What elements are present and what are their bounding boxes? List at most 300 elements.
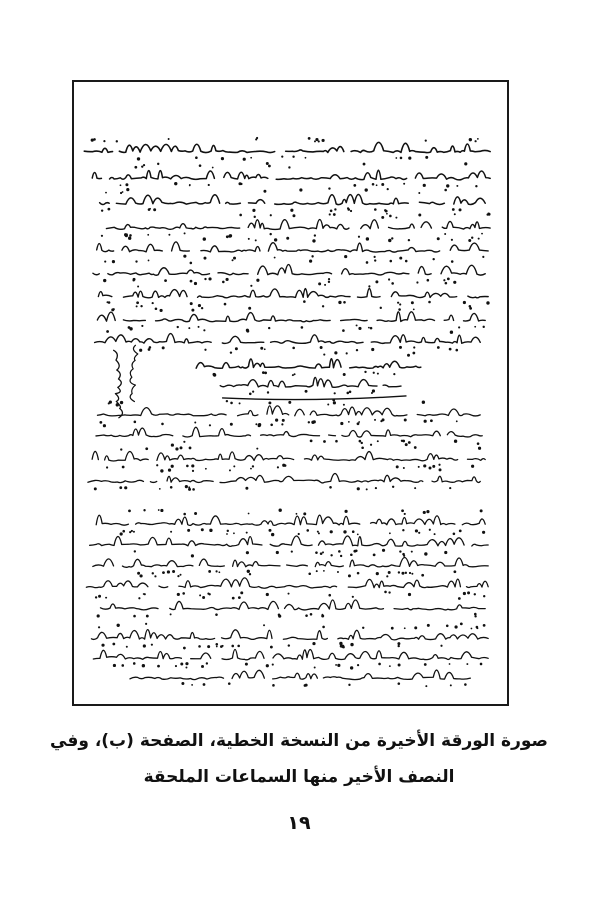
diacritic-dot (152, 572, 154, 574)
diacritic-dot (185, 485, 188, 488)
diacritic-dot (263, 624, 265, 626)
diacritic-dot (365, 188, 368, 191)
diacritic-dot (145, 623, 147, 625)
diacritic-dot (403, 467, 405, 469)
diacritic-dot (385, 210, 388, 213)
diacritic-dot (314, 667, 316, 669)
diacritic-dot (358, 236, 360, 238)
diacritic-dot (450, 684, 452, 686)
diacritic-dot (423, 511, 426, 514)
handwriting-line (130, 670, 470, 680)
diacritic-dot (428, 301, 431, 304)
diacritic-dot (235, 347, 238, 350)
diacritic-dot (183, 647, 186, 650)
diacritic-dot (371, 348, 374, 351)
diacritic-dot (396, 465, 399, 468)
diacritic-dot (471, 465, 474, 468)
diacritic-dot (137, 285, 139, 287)
diacritic-dot (248, 307, 251, 310)
diacritic-dot (463, 301, 466, 304)
diacritic-dot (206, 662, 208, 664)
diacritic-dot (209, 529, 212, 532)
diacritic-dot (476, 626, 479, 629)
diacritic-dot (418, 532, 420, 534)
diacritic-dot (201, 307, 203, 309)
diacritic-dot (342, 329, 345, 332)
diacritic-dot (158, 509, 160, 511)
diacritic-dot (188, 488, 191, 491)
diacritic-dot (260, 347, 263, 350)
diacritic-dot (423, 184, 426, 187)
diacritic-dot (201, 528, 204, 531)
diacritic-dot (190, 280, 193, 283)
diacritic-dot (338, 301, 341, 304)
diacritic-dot (388, 278, 390, 280)
diacritic-dot (392, 486, 394, 488)
diacritic-dot (162, 346, 165, 349)
diacritic-dot (447, 277, 450, 280)
diacritic-dot (486, 301, 489, 304)
diacritic-dot (320, 552, 323, 555)
diacritic-dot (180, 662, 183, 665)
handwriting-line (87, 515, 486, 525)
diacritic-dot (226, 278, 229, 281)
diacritic-dot (399, 303, 401, 305)
diacritic-dot (104, 260, 106, 262)
diacritic-dot (460, 623, 463, 626)
diacritic-dot (386, 575, 388, 577)
diacritic-dot (267, 391, 269, 393)
diacritic-dot (444, 233, 446, 235)
diacritic-dot (346, 392, 349, 395)
diacritic-dot (430, 419, 433, 422)
diacritic-dot (483, 595, 485, 597)
diacritic-dot (139, 574, 142, 577)
diacritic-dot (429, 529, 431, 531)
diacritic-dot (432, 258, 434, 260)
diacritic-dot (256, 137, 258, 139)
diacritic-dot (426, 510, 429, 513)
diacritic-dot (345, 510, 348, 513)
diacritic-dot (155, 307, 158, 310)
diacritic-dot (469, 305, 472, 308)
diacritic-dot (141, 325, 143, 327)
diacritic-dot (209, 424, 211, 426)
handwriting-line (97, 312, 485, 322)
diacritic-dot (322, 551, 324, 553)
diacritic-dot (395, 217, 397, 219)
diacritic-dot (292, 156, 294, 158)
diacritic-dot (475, 185, 477, 187)
diacritic-dot (192, 488, 195, 491)
diacritic-dot (120, 401, 123, 404)
diacritic-dot (401, 509, 404, 512)
handwriting-line (92, 600, 486, 610)
diacritic-dot (453, 281, 456, 284)
diacritic-dot (468, 239, 471, 242)
diacritic-dot (338, 550, 341, 553)
diacritic-dot (308, 421, 310, 423)
diacritic-dot (286, 237, 289, 240)
diacritic-dot (305, 614, 308, 617)
diacritic-dot (168, 234, 170, 236)
diacritic-dot (134, 550, 136, 552)
diacritic-dot (374, 259, 376, 261)
diacritic-dot (243, 158, 246, 161)
diacritic-dot (374, 208, 377, 211)
diacritic-dot (388, 591, 390, 593)
handwriting-line (75, 578, 488, 588)
handwriting-line (91, 630, 488, 640)
diacritic-dot (348, 421, 350, 423)
diacritic-dot (320, 346, 323, 349)
diacritic-dot (389, 665, 391, 667)
diacritic-dot (481, 233, 483, 235)
diacritic-dot (120, 448, 122, 450)
diacritic-dot (466, 663, 468, 665)
diacritic-dot (316, 570, 318, 572)
diacritic-dot (422, 401, 425, 404)
diacritic-dot (157, 665, 160, 668)
diacritic-dot (268, 401, 271, 404)
diacritic-dot (381, 216, 384, 219)
diacritic-dot (391, 282, 394, 285)
diacritic-dot (292, 214, 295, 217)
diacritic-dot (117, 624, 120, 627)
diacritic-dot (374, 256, 376, 258)
diacritic-dot (483, 624, 486, 627)
diacritic-dot (187, 529, 190, 532)
diacritic-dot (99, 421, 102, 424)
diacritic-dot (228, 235, 231, 238)
diacritic-dot (194, 282, 197, 285)
diacritic-dot (281, 156, 283, 158)
diacritic-dot (372, 389, 375, 392)
diacritic-dot (175, 665, 177, 667)
diacritic-dot (303, 512, 306, 515)
diacritic-dot (411, 551, 413, 553)
diacritic-dot (311, 421, 314, 424)
diacritic-dot (474, 326, 476, 328)
diacritic-dot (246, 330, 249, 333)
image-caption-line-1: صورة الورقة الأخيرة من النسخة الخطية، الصفحة (ب)، وفي (50, 731, 548, 751)
diacritic-dot (175, 447, 178, 450)
page-number: ١٩ (287, 812, 311, 834)
diacritic-dot (427, 279, 430, 282)
diacritic-dot (213, 373, 216, 376)
diacritic-dot (124, 486, 127, 489)
diacritic-dot (403, 183, 405, 185)
diacritic-dot (185, 667, 187, 669)
diacritic-dot (137, 572, 140, 575)
diacritic-dot (424, 420, 427, 423)
diacritic-dot (226, 400, 228, 402)
diacritic-dot (482, 256, 484, 258)
diacritic-dot (204, 257, 207, 260)
diacritic-dot (129, 234, 132, 237)
diacritic-dot (248, 238, 250, 240)
diacritic-dot (284, 464, 287, 467)
marginal-note (114, 350, 123, 417)
diacritic-dot (198, 326, 200, 328)
diacritic-dot (333, 401, 336, 404)
diacritic-dot (208, 570, 211, 573)
manuscript-image (72, 80, 509, 706)
diacritic-dot (137, 157, 140, 160)
diacritic-dot (250, 157, 252, 159)
diacritic-dot (134, 421, 137, 424)
diacritic-dot (335, 664, 337, 666)
diacritic-dot (346, 352, 348, 354)
diacritic-dot (198, 304, 201, 307)
diacritic-dot (357, 664, 359, 666)
diacritic-dot (350, 210, 352, 212)
diacritic-dot (122, 466, 125, 469)
diacritic-dot (128, 509, 131, 512)
diacritic-dot (270, 214, 272, 216)
diacritic-dot (274, 238, 277, 241)
diacritic-dot (413, 308, 415, 310)
diacritic-dot (275, 419, 278, 422)
diacritic-dot (250, 285, 252, 287)
diacritic-dot (456, 420, 458, 422)
diacritic-dot (270, 646, 273, 649)
diacritic-dot (398, 664, 401, 667)
diacritic-dot (120, 184, 122, 186)
diacritic-dot (463, 592, 466, 595)
diacritic-dot (204, 349, 206, 351)
diacritic-dot (264, 371, 267, 374)
diacritic-dot (403, 555, 405, 557)
diacritic-dot (475, 140, 477, 142)
diacritic-dot (135, 260, 137, 262)
diacritic-dot (133, 662, 136, 665)
handwriting-line (95, 334, 481, 344)
handwriting-line (93, 650, 488, 660)
diacritic-dot (366, 488, 368, 490)
diacritic-dot (398, 308, 401, 311)
diacritic-dot (413, 346, 415, 348)
diacritic-dot (171, 443, 174, 446)
diacritic-dot (353, 550, 356, 553)
handwriting-line (96, 220, 490, 230)
diacritic-dot (328, 278, 330, 280)
diacritic-dot (477, 442, 480, 445)
diacritic-dot (240, 591, 243, 594)
diacritic-dot (182, 592, 185, 595)
diacritic-dot (113, 308, 115, 310)
diacritic-dot (348, 574, 351, 577)
diacritic-dot (375, 280, 378, 283)
diacritic-dot (194, 422, 196, 424)
diacritic-dot (299, 188, 302, 191)
diacritic-dot (362, 627, 364, 629)
diacritic-dot (138, 597, 140, 599)
diacritic-dot (203, 329, 205, 331)
diacritic-dot (418, 214, 421, 217)
diacritic-dot (208, 593, 210, 595)
diacritic-dot (294, 373, 296, 375)
diacritic-dot (189, 447, 192, 450)
diacritic-dot (245, 663, 248, 666)
diacritic-dot (480, 509, 483, 512)
diacritic-dot (330, 554, 332, 556)
handwriting-line (196, 359, 421, 369)
diacritic-dot (455, 349, 458, 352)
diacritic-dot (308, 572, 311, 575)
diacritic-dot (332, 399, 335, 402)
diacritic-dot (268, 165, 271, 168)
diacritic-dot (191, 464, 194, 467)
diacritic-dot (122, 530, 125, 533)
diacritic-dot (405, 572, 407, 574)
diacritic-dot (401, 440, 403, 442)
diacritic-dot (353, 184, 356, 187)
diacritic-dot (306, 529, 309, 532)
diacritic-dot (239, 402, 241, 404)
diacritic-dot (335, 440, 338, 443)
diacritic-dot (143, 164, 145, 166)
diacritic-dot (315, 551, 318, 554)
diacritic-dot (288, 401, 291, 404)
diacritic-dot (445, 282, 448, 285)
diacritic-dot (459, 208, 462, 211)
diacritic-dot (107, 208, 110, 211)
diacritic-dot (167, 570, 170, 573)
diacritic-dot (424, 663, 427, 666)
diacritic-dot (215, 570, 217, 572)
diacritic-dot (393, 373, 395, 375)
diacritic-dot (372, 183, 375, 186)
diacritic-dot (240, 183, 242, 185)
diacritic-dot (474, 593, 476, 595)
diacritic-dot (352, 596, 354, 598)
diacritic-dot (361, 446, 364, 449)
diacritic-dot (233, 465, 235, 467)
diacritic-dot (329, 486, 332, 489)
diacritic-dot (323, 440, 326, 443)
diacritic-dot (201, 665, 204, 668)
diacritic-dot (266, 664, 269, 667)
diacritic-dot (349, 391, 352, 394)
diacritic-dot (322, 626, 325, 629)
diacritic-dot (106, 301, 108, 303)
diacritic-dot (129, 531, 131, 533)
diacritic-dot (188, 327, 190, 329)
diacritic-dot (170, 486, 173, 489)
diacritic-dot (191, 309, 194, 312)
diacritic-dot (389, 215, 392, 218)
diacritic-dot (161, 423, 164, 426)
diacritic-dot (318, 282, 321, 285)
diacritic-dot (454, 213, 456, 215)
diacritic-dot (421, 574, 424, 577)
diacritic-dot (199, 164, 202, 167)
diacritic-dot (255, 239, 257, 241)
diacritic-dot (347, 207, 349, 209)
diacritic-dot (343, 301, 346, 304)
diacritic-dot (446, 625, 449, 628)
diacritic-dot (198, 645, 201, 648)
diacritic-dot (432, 465, 435, 468)
diacritic-dot (384, 591, 387, 594)
diacritic-dot (333, 213, 336, 216)
handwriting-line (97, 406, 480, 416)
diacritic-dot (230, 423, 233, 426)
diacritic-dot (414, 487, 416, 489)
diacritic-dot (101, 644, 104, 647)
diacritic-dot (120, 192, 122, 194)
diacritic-dot (177, 326, 179, 328)
diacritic-dot (357, 572, 360, 575)
diacritic-dot (103, 424, 106, 427)
diacritic-dot (389, 260, 392, 263)
diacritic-dot (207, 645, 210, 648)
diacritic-dot (370, 327, 373, 330)
diacritic-dot (350, 553, 353, 556)
diacritic-dot (194, 512, 197, 515)
marginal-note (130, 345, 138, 401)
diacritic-dot (452, 208, 455, 211)
diacritic-dot (386, 213, 388, 215)
diacritic-dot (151, 644, 153, 646)
diacritic-dot (398, 571, 400, 573)
diacritic-dot (221, 157, 224, 160)
diacritic-dot (288, 644, 290, 646)
diacritic-dot (308, 137, 311, 140)
diacritic-dot (337, 571, 339, 573)
diacritic-dot (183, 441, 185, 443)
diacritic-dot (471, 628, 473, 630)
diacritic-dot (129, 327, 132, 330)
diacritic-dot (183, 255, 186, 258)
diacritic-dot (218, 571, 220, 573)
diacritic-dot (309, 260, 312, 263)
handwriting-line (92, 451, 485, 461)
diacritic-dot (120, 532, 123, 535)
diacritic-dot (352, 530, 355, 533)
diacritic-dot (227, 530, 229, 532)
diacritic-dot (220, 645, 223, 648)
diacritic-dot (160, 509, 163, 512)
diacritic-dot (105, 597, 107, 599)
diacritic-dot (146, 615, 149, 618)
diacritic-dot (329, 213, 331, 215)
diacritic-dot (305, 157, 307, 159)
diacritic-dot (116, 140, 118, 142)
diacritic-dot (181, 682, 184, 685)
diacritic-dot (292, 347, 295, 350)
diacritic-dot (184, 232, 186, 234)
diacritic-dot (278, 615, 281, 618)
diacritic-dot (303, 300, 306, 303)
diacritic-dot (136, 305, 138, 307)
diacritic-dot (119, 486, 122, 489)
diacritic-dot (106, 330, 109, 333)
diacritic-dot (230, 351, 232, 353)
diacritic-dot (160, 309, 163, 312)
diacritic-dot (467, 591, 470, 594)
diacritic-dot (133, 531, 135, 533)
diacritic-dot (453, 533, 456, 536)
diacritic-dot (357, 487, 360, 490)
diacritic-dot (254, 216, 256, 218)
diacritic-dot (274, 257, 276, 259)
diacritic-dot (149, 346, 152, 349)
diacritic-dot (134, 166, 137, 169)
diacritic-dot (323, 353, 325, 355)
diacritic-dot (172, 570, 175, 573)
